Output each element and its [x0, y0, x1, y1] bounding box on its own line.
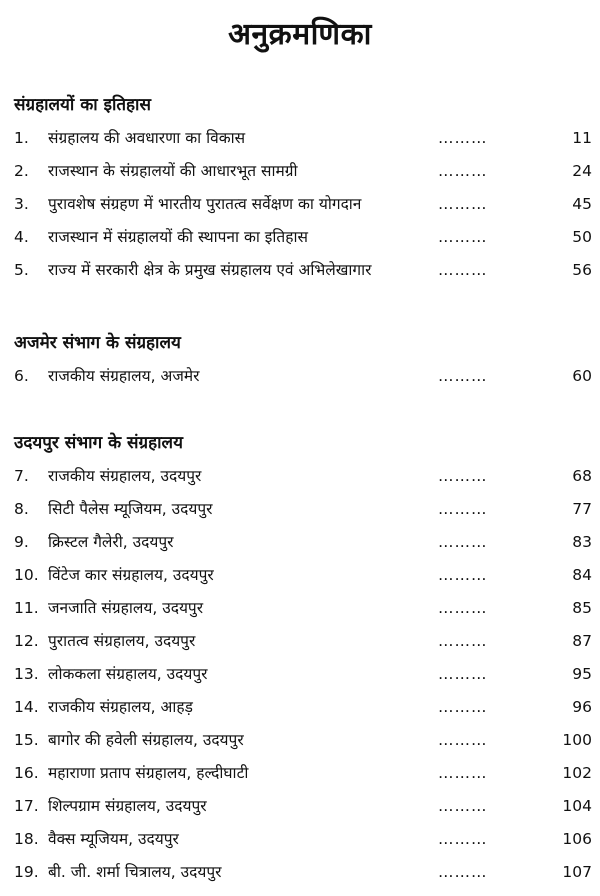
entry-leader-dots: ……… [438, 195, 488, 213]
entry-title: संग्रहालय की अवधारणा का विकास [48, 129, 246, 147]
entry-leader-dots: ……… [438, 500, 488, 518]
toc-entry [14, 724, 592, 757]
entry-leader-dots: ……… [438, 261, 488, 279]
entry-title: वैक्स म्यूजियम, उदयपुर [48, 830, 179, 848]
toc-entry [14, 658, 592, 691]
toc-entry [14, 691, 592, 724]
toc-entry [14, 188, 592, 221]
entry-number: 18. [14, 830, 39, 848]
entry-page-number: 77 [572, 500, 592, 518]
entry-page-number: 96 [572, 698, 592, 716]
entry-leader-dots: ……… [438, 162, 488, 180]
entry-title: राजस्थान के संग्रहालयों की आधारभूत सामग्री [48, 162, 298, 180]
entry-number: 13. [14, 665, 39, 683]
toc-entry [14, 757, 592, 790]
toc-entry [14, 221, 592, 254]
page-title: अनुक्रमणिका [228, 17, 372, 52]
entry-leader-dots: ……… [438, 863, 488, 881]
section-heading: संग्रहालयों का इतिहास [14, 95, 151, 115]
entry-leader-dots: ……… [438, 731, 488, 749]
entry-title: बागोर की हवेली संग्रहालय, उदयपुर [48, 731, 244, 749]
entry-leader-dots: ……… [438, 228, 488, 246]
toc-entry [14, 823, 592, 856]
section-ajmer-museums [14, 330, 592, 393]
entry-leader-dots: ……… [438, 533, 488, 551]
entry-page-number: 68 [572, 467, 592, 485]
toc-entry [14, 254, 592, 287]
section-udaipur-museums [14, 430, 592, 889]
entry-page-number: 104 [562, 797, 592, 815]
entry-number: 5. [14, 261, 29, 279]
section-heading: उदयपुर संभाग के संग्रहालय [14, 433, 183, 453]
entry-number: 1. [14, 129, 29, 147]
toc-entry [14, 856, 592, 889]
entry-number: 9. [14, 533, 29, 551]
entry-leader-dots: ……… [438, 632, 488, 650]
entry-title: राजकीय संग्रहालय, अजमेर [48, 367, 200, 385]
entry-title: जनजाति संग्रहालय, उदयपुर [48, 599, 204, 617]
entry-number: 10. [14, 566, 39, 584]
entry-title: लोककला संग्रहालय, उदयपुर [48, 665, 208, 683]
entry-leader-dots: ……… [438, 367, 488, 385]
toc-entry [14, 360, 592, 393]
toc-entry [14, 122, 592, 155]
toc-entry [14, 460, 592, 493]
entry-page-number: 100 [562, 731, 592, 749]
entry-title: राजकीय संग्रहालय, उदयपुर [48, 467, 202, 485]
entry-title: महाराणा प्रताप संग्रहालय, हल्दीघाटी [48, 764, 249, 782]
entry-page-number: 84 [572, 566, 592, 584]
entry-title: पुरातत्व संग्रहालय, उदयपुर [48, 632, 196, 650]
toc-entry [14, 559, 592, 592]
entry-number: 17. [14, 797, 39, 815]
entry-number: 15. [14, 731, 39, 749]
entry-number: 2. [14, 162, 29, 180]
entry-page-number: 24 [572, 162, 592, 180]
entry-number: 7. [14, 467, 29, 485]
entry-leader-dots: ……… [438, 566, 488, 584]
toc-entry [14, 790, 592, 823]
entry-number: 8. [14, 500, 29, 518]
toc-entry [14, 493, 592, 526]
entry-page-number: 56 [572, 261, 592, 279]
toc-entry [14, 625, 592, 658]
entry-number: 14. [14, 698, 39, 716]
entry-title: सिटी पैलेस म्यूजियम, उदयपुर [48, 500, 213, 518]
entry-number: 11. [14, 599, 39, 617]
entry-title: राज्य में सरकारी क्षेत्र के प्रमुख संग्रहालय एवं अभिलेखागार [48, 261, 372, 279]
entry-page-number: 60 [572, 367, 592, 385]
entry-page-number: 50 [572, 228, 592, 246]
entry-number: 19. [14, 863, 39, 881]
section-heading: अजमेर संभाग के संग्रहालय [14, 333, 181, 353]
entry-page-number: 95 [572, 665, 592, 683]
entry-title: विंटेज कार संग्रहालय, उदयपुर [48, 566, 214, 584]
section-museum-history [14, 92, 592, 287]
entry-title: राजस्थान में संग्रहालयों की स्थापना का इतिहास [48, 228, 308, 246]
entry-title: पुरावशेष संग्रहण में भारतीय पुरातत्व सर्वेक्षण का योगदान [48, 195, 362, 213]
entry-leader-dots: ……… [438, 599, 488, 617]
toc-entry [14, 592, 592, 625]
entry-number: 3. [14, 195, 29, 213]
entry-leader-dots: ……… [438, 129, 488, 147]
entry-leader-dots: ……… [438, 764, 488, 782]
entry-title: क्रिस्टल गैलेरी, उदयपुर [48, 533, 174, 551]
entry-number: 4. [14, 228, 29, 246]
entry-page-number: 11 [572, 129, 592, 147]
entry-number: 16. [14, 764, 39, 782]
entry-leader-dots: ……… [438, 467, 488, 485]
entry-page-number: 106 [562, 830, 592, 848]
entry-leader-dots: ……… [438, 797, 488, 815]
entry-number: 12. [14, 632, 39, 650]
entry-title: शिल्पग्राम संग्रहालय, उदयपुर [48, 797, 207, 815]
entry-leader-dots: ……… [438, 830, 488, 848]
entry-page-number: 45 [572, 195, 592, 213]
entry-title: राजकीय संग्रहालय, आहड़ [48, 698, 193, 716]
entry-page-number: 87 [572, 632, 592, 650]
entry-number: 6. [14, 367, 29, 385]
entry-leader-dots: ……… [438, 698, 488, 716]
entry-page-number: 102 [562, 764, 592, 782]
entry-page-number: 85 [572, 599, 592, 617]
entry-page-number: 83 [572, 533, 592, 551]
entry-title: बी. जी. शर्मा चित्रालय, उदयपुर [48, 863, 222, 881]
entry-page-number: 107 [562, 863, 592, 881]
toc-entry [14, 155, 592, 188]
toc-entry [14, 526, 592, 559]
entry-leader-dots: ……… [438, 665, 488, 683]
